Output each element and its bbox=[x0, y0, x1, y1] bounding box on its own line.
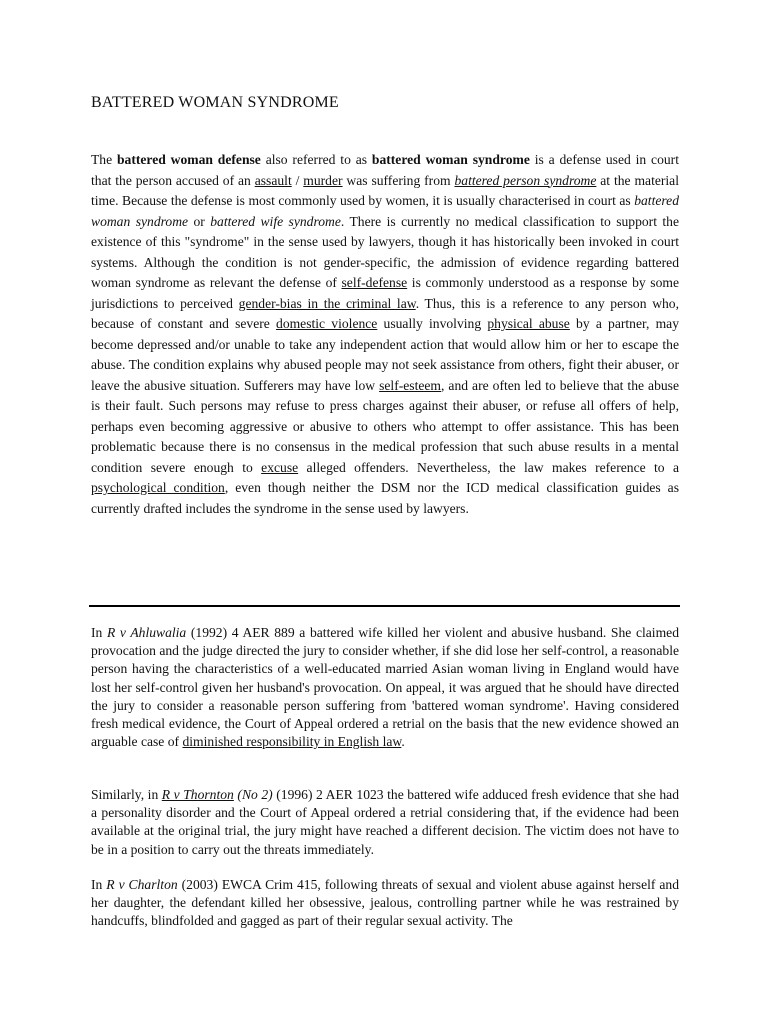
text-link[interactable]: diminished responsibility in English law bbox=[182, 734, 402, 750]
text-run: In bbox=[91, 877, 107, 892]
text-run: / bbox=[291, 172, 304, 188]
text-run: at the material time. Because the defense is most commonly used by women, it is usually characterised in court as bbox=[91, 172, 679, 208]
text-run: is commonly understood as a response by some jurisdictions to perceived bbox=[91, 275, 679, 311]
text-link[interactable]: self-esteem bbox=[379, 377, 442, 393]
text-run: (2003) EWCA Crim 415, following threats of sexual and violent abuse against herself and her daughter, the defendant killed her obsessive, jealous, controlling partner while he was restrained by handcuffs, blindfolded and gagged as part of their regular sexual activity. The bbox=[91, 877, 680, 929]
text-run: was suffering from bbox=[342, 172, 455, 188]
text-run: In bbox=[91, 625, 107, 640]
text-run: (No 2) bbox=[237, 787, 273, 802]
case-paragraph-charlton bbox=[91, 876, 679, 931]
text-run: . There is currently no medical classification to support the existence of this "syndrome" in the sense used by lawyers, though it has historically been invoked in court systems. Although the condition is not gender-specific, the admission of evidence regarding battered woman syndrome as relevant the defense of bbox=[91, 213, 680, 290]
text-link[interactable]: excuse bbox=[261, 459, 299, 475]
section-divider bbox=[89, 605, 680, 607]
text-run: , even though neither the DSM nor the ICD medical classification guides as currently drafted includes the syndrome in the sense used by lawyers. bbox=[91, 480, 679, 516]
text-link[interactable]: domestic violence bbox=[276, 316, 378, 331]
text-run: R v Ahluwalia bbox=[106, 625, 187, 640]
text-run: usually involving bbox=[377, 316, 488, 331]
text-link[interactable]: physical abuse bbox=[487, 316, 570, 331]
text-run: The bbox=[91, 152, 117, 167]
text-run: battered wife syndrome bbox=[210, 213, 341, 229]
text-run: . bbox=[401, 734, 405, 750]
text-run: , and are often led to believe that the abuse is their fault. Such persons may refuse to press charges against their abuser, or refuse all offers of help, perhaps even becoming aggressive or abusive to others who attempt to offer assistance. This has been problematic because there is no consensus in the medical profession that such abuse results in a mental condition severe enough to bbox=[91, 377, 679, 475]
text-run: (1996) 2 AER 1023 the battered wife adduced fresh evidence that she had a personality disorder and the Court of Appeal ordered a retrial considering that, if the evidence had been available at the original trial, the jury might have reached a different decision. The victim does not have to be in a position to carry out the threats immediately. bbox=[91, 787, 679, 857]
text-run: battered woman syndrome bbox=[371, 152, 530, 167]
text-run: by a partner, may become depressed and/or unable to take any independent action that would allow him or her to escape the abuse. The condition explains why abused people may not seek assistance from others, fight their abuser, or leave the abusive situation. Sufferers may have low bbox=[91, 316, 680, 393]
document-title: BATTERED WOMAN SYNDROME bbox=[91, 94, 339, 111]
text-link[interactable]: psychological condition bbox=[91, 480, 225, 495]
text-link[interactable]: battered person syndrome bbox=[454, 172, 597, 188]
text-run: Similarly, in bbox=[91, 787, 162, 802]
text-link[interactable]: self-defense bbox=[341, 275, 408, 290]
text-link[interactable]: gender-bias in the criminal law bbox=[238, 295, 416, 311]
intro-paragraph bbox=[91, 150, 679, 519]
text-run: alleged offenders. Nevertheless, the law makes reference to a bbox=[298, 459, 680, 475]
text-run: (1992) 4 AER 889 a battered wife killed her violent and abusive husband. She claimed provocation and the judge directed the jury to consider whether, if she did lose her self-control, a reasonable person having the characteristics of a well-educated married Asian woman living in England would have lost her self-control given her husband's provocation. On appeal, it was argued that he should have directed the jury to consider a reasonable person suffering from 'battered woman syndrome'. Having considered fresh medical evidence, the Court of Appeal ordered a retrial on the basis that the new evidence showed an arguable case of bbox=[91, 625, 679, 750]
text-run: battered woman defense bbox=[116, 152, 261, 167]
text-run: is a defense used in court that the person accused of an bbox=[91, 152, 679, 188]
text-run: or bbox=[188, 213, 211, 229]
case-paragraph-thornton bbox=[91, 786, 679, 859]
text-link[interactable]: assault bbox=[254, 172, 292, 188]
text-run: also referred to as bbox=[260, 152, 372, 167]
text-run: R v Charlton bbox=[106, 877, 178, 892]
text-link[interactable]: murder bbox=[303, 172, 343, 188]
text-link[interactable]: R v Thornton bbox=[161, 787, 234, 802]
case-paragraph-ahluwalia bbox=[91, 624, 679, 751]
text-run: . Thus, this is a reference to any person who, because of constant and severe bbox=[91, 295, 680, 331]
text-run: battered woman syndrome bbox=[91, 193, 679, 229]
